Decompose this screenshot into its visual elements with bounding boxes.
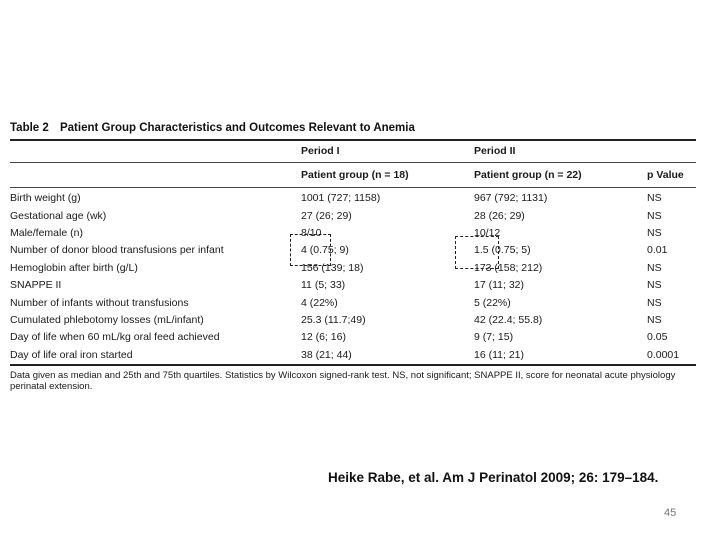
- period-1-value: 8/10: [301, 226, 322, 239]
- period-1-value: 1001 (727; 1158): [301, 192, 381, 205]
- p-value: 0.0001: [647, 347, 696, 365]
- table-row: [10, 188, 696, 208]
- header-cell: [647, 141, 696, 163]
- p-value: NS: [647, 279, 662, 292]
- results-table: [10, 141, 696, 366]
- table-footnote: Data given as median and 25th and 75th quartiles. Statistics by Wilcoxon signed-rank test. NS, not significant; SNAPPE II, score for neonatal acute physiology perinatal extension.: [10, 369, 676, 392]
- header-period-1: Period I: [301, 141, 474, 163]
- citation: Heike Rabe, et al. Am J Perinatol 2009; 26: 179–184.: [328, 470, 659, 485]
- table-row: [10, 312, 696, 329]
- period-2-value: 9 (7; 15): [474, 331, 514, 344]
- period-2-value: 17 (11; 32): [474, 279, 525, 292]
- period-2-value: 16 (11; 21): [474, 347, 647, 365]
- row-label: SNAPPE II: [10, 279, 62, 292]
- table-title-text: Patient Group Characteristics and Outcomes Relevant to Anemia: [59, 122, 415, 134]
- period-2-value: 1.5 (0.75; 5): [474, 244, 531, 257]
- header-group-2: Patient group (n = 22): [474, 163, 647, 188]
- period-1-value: 4 (22%): [301, 296, 338, 309]
- p-value: NS: [647, 209, 662, 222]
- period-1-value: 27 (26; 29): [301, 209, 352, 222]
- period-2-value: 173 (158; 212): [474, 261, 543, 274]
- p-value: 0.05: [647, 331, 668, 344]
- header-period-2: Period II: [474, 141, 647, 163]
- table-row: [10, 207, 696, 224]
- table-row: [10, 294, 696, 311]
- row-label: Day of life oral iron started: [10, 347, 301, 365]
- header-row-period: [10, 141, 696, 163]
- row-label: Cumulated phlebotomy losses (mL/infant): [10, 313, 204, 326]
- header-row-group: [10, 163, 696, 188]
- page-number: 45: [664, 507, 677, 519]
- p-value: 0.01: [647, 244, 668, 257]
- row-label: Male/female (n): [10, 226, 83, 239]
- p-value: NS: [647, 313, 662, 326]
- p-value: NS: [647, 192, 662, 205]
- row-label: Number of donor blood transfusions per infant: [10, 244, 224, 257]
- header-cell: [10, 163, 301, 188]
- period-1-value: 11 (5; 33): [301, 279, 346, 292]
- table-title: [10, 122, 696, 141]
- row-label: Number of infants without transfusions: [10, 296, 189, 309]
- p-value: NS: [647, 296, 662, 309]
- highlight-box-period-2: [455, 236, 499, 269]
- period-2-value: 42 (22.4; 55.8): [474, 313, 543, 326]
- period-2-value: 967 (792; 1131): [474, 192, 548, 205]
- highlight-box-period-1: [290, 234, 331, 266]
- table-figure: [10, 122, 696, 392]
- table-row: [10, 347, 696, 365]
- table-body: [10, 188, 696, 365]
- table-row: [10, 329, 696, 346]
- table-row: [10, 260, 696, 277]
- row-label: Gestational age (wk): [10, 209, 107, 222]
- period-1-value: 156 (139; 18): [301, 261, 364, 274]
- period-1-value: 25.3 (11.7;49): [301, 313, 366, 326]
- table-row: [10, 225, 696, 242]
- period-2-value: 5 (22%): [474, 296, 511, 309]
- row-label: Day of life when 60 mL/kg oral feed achieved: [10, 331, 220, 344]
- period-1-value: 4 (0.75; 9): [301, 244, 349, 257]
- period-1-value: 38 (21; 44): [301, 347, 474, 365]
- row-label: Birth weight (g): [10, 192, 81, 205]
- header-group-1: Patient group (n = 18): [301, 163, 474, 188]
- p-value: NS: [647, 226, 662, 239]
- table-number: Table 2: [10, 122, 49, 134]
- table-row: [10, 242, 696, 259]
- table-row: [10, 277, 696, 294]
- header-cell: [10, 141, 301, 163]
- period-2-value: 28 (26; 29): [474, 209, 525, 222]
- period-2-value: 10/12: [474, 226, 501, 239]
- header-p-value: p Value: [647, 163, 696, 188]
- row-label: Hemoglobin after birth (g/L): [10, 261, 138, 274]
- p-value: NS: [647, 261, 662, 274]
- period-1-value: 12 (6; 16): [301, 331, 346, 344]
